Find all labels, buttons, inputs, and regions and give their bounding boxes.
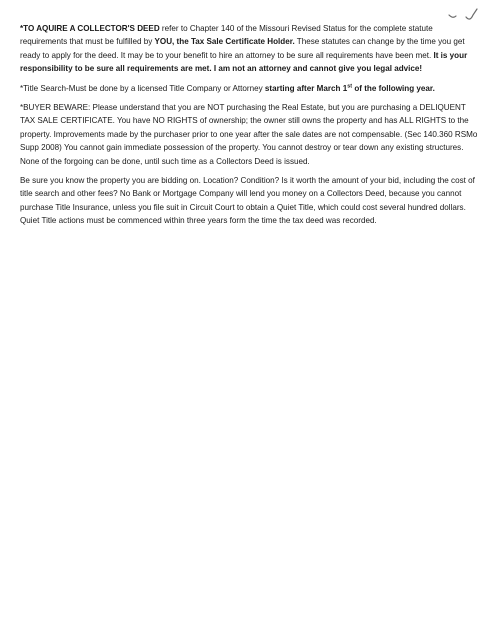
buyer-beware-paragraph: *BUYER BEWARE: Please understand that you are NOT purchasing the Real Estate, but you are purchasing a DELIQUENT TAX SALE CERTIFICATE. You have NO RIGHTS of ownership; the owner still owns the property and has ALL RIGHTS to the property. Improvements made by the purchaser prior to one year after the sale dates are not compensable. (Sec 140.360 RSMo Supp 2008) You cannot gain immediate possession of the property. You cannot destroy or tear down any existing structures. None of the forgoing can be done, until such time as a Collectors Deed is issued. (20, 103, 478, 166)
document-body (20, 22, 478, 234)
certificate-holder-emphasis: YOU, the Tax Sale Certificate Holder. (154, 37, 295, 47)
title-search-paragraph: *Title Search-Must be done by a licensed Title Company or Attorney starting after March 1st of the following year. (20, 82, 435, 93)
title-search-date: starting after March 1st of the following year. (264, 82, 435, 93)
collectors-deed-paragraph: *TO AQUIRE A COLLECTOR'S DEED refer to Chapter 140 of the Missouri Revised Status for the complete statute requirements that must be fulfilled by YOU, the Tax Sale Certificate Holder. These statutes can change by the time you get ready to apply for the deed. It may be to your benefit to hire an attorney to be sure all requirements have been met. It is your responsibility to be sure all requirements are met. I am not an attorney and cannot give you legal advice! (20, 24, 468, 74)
bidding-advice-paragraph: Be sure you know the property you are bidding on. Location? Condition? Is it worth the amount of your bid, including the cost of title search and other fees? No Bank or Mortgage Company will lend you money on a Collectors Deed, because you cannot purchase Title Insurance, unless you file suit in Circuit Court to obtain a Quiet Title, which could cost several hundred dollars. Quiet Title actions must be commenced within three years form the time the tax deed was recorded. (20, 176, 475, 226)
collectors-deed-heading: *TO AQUIRE A COLLECTOR'S DEED (20, 24, 160, 33)
responsibility-warning: It is your responsibility to be sure all requirements are met. I am not an attorney and cannot give you legal advice! (20, 50, 468, 74)
buyer-beware-heading: *BUYER BEWARE: (20, 103, 91, 113)
